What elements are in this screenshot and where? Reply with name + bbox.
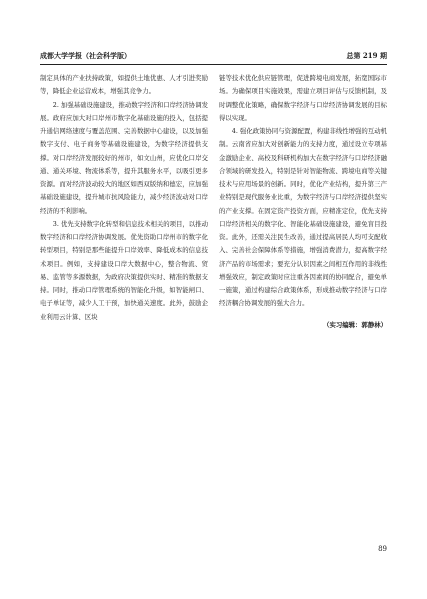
paragraph: 2. 加强基础设施建设，推动数字经济和口岸经济协调发展。政府应加大对口岸州市数字化基础设施的投入，包括提升通信网络速度与覆盖范围、完善数据中心建设，以及加强数字支付、电子商务等基础设施建设，为数字经济提供支撑。对口岸经济发展较好的州市，如文山州，应优化口岸交通、通关环境、物流体系等，提升其服务水平，以吸引更多资源。而对经济波动较大的地区如西双版纳和德宏，应加强基础设施建设，提升城市抗风险能力，减少经济波动对口岸经济的不利影响。	[40, 100, 208, 215]
running-header	[40, 50, 387, 65]
editor-credit: （实习编辑：郭静林）	[323, 320, 387, 329]
right-column	[219, 72, 387, 332]
left-column	[40, 72, 208, 324]
page-number: 89	[378, 545, 387, 553]
journal-title: 成都大学学报（社会科学版）	[40, 51, 131, 60]
paragraph: 4. 强化政策协同与资源配置，构建非线性增强的互动机制。云南省应加大对创新能力的支持力度，通过设立专项基金激励企业、高校及科研机构加大在数字经济与口岸经济融合领域的研发投入，特别是针对智能物流、跨境电商等关键技术与应用场景的创新。同时，优化产业结构，提升第三产业特别是现代服务业比重，为数字经济与口岸经济提供坚实的产业支撑。在固定资产投资方面，应精准定位，优先支持口岸经济相关的数字化、智能化基础设施建设，避免盲目投资。此外，还需关注民生改善，通过提高居民人均可支配收入、完善社会保障体系等措施，增强消费潜力，提高数字经济产品的市场需求；要充分认识因素之间相互作用的非线性增强效应，制定政策时应注重各因素间的协同配合，避免单一施策，通过构建综合政策体系，形成推动数字经济与口岸经济耦合协调发展的强大合力。	[219, 127, 387, 308]
paragraph: 链等技术优化供应链管理，促进跨境电商发展，拓宽国际市场。为确保项目实施效果，需建立项目评估与反馈机制，及时调整优化策略，确保数字经济与口岸经济协调发展的目标得以实现。	[219, 74, 387, 122]
issue-number: 总第 219 期	[346, 51, 387, 60]
paragraph: 3. 优先支持数字化转型和信息技术相关的项目，以推动数字经济和口岸经济协调发展。优先资助口岸州市的数字化转型项目，特别是那些能提升口岸效率、降低成本的信息技术项目。例如，支持建设口岸大数据中心，整合物流、贸易、监管等多源数据，为政府决策提供实时、精准的数据支持。同时，推动口岸管理系统的智能化升级，如智能闸口、电子单证等，减少人工干预，加快通关速度。此外，鼓励企业利用云计算、区块	[40, 219, 208, 321]
paragraph: 制定具体的产业扶持政策，如提供土地优惠、人才引进奖励等，降低企业运营成本，增强其竞争力。	[40, 74, 208, 96]
